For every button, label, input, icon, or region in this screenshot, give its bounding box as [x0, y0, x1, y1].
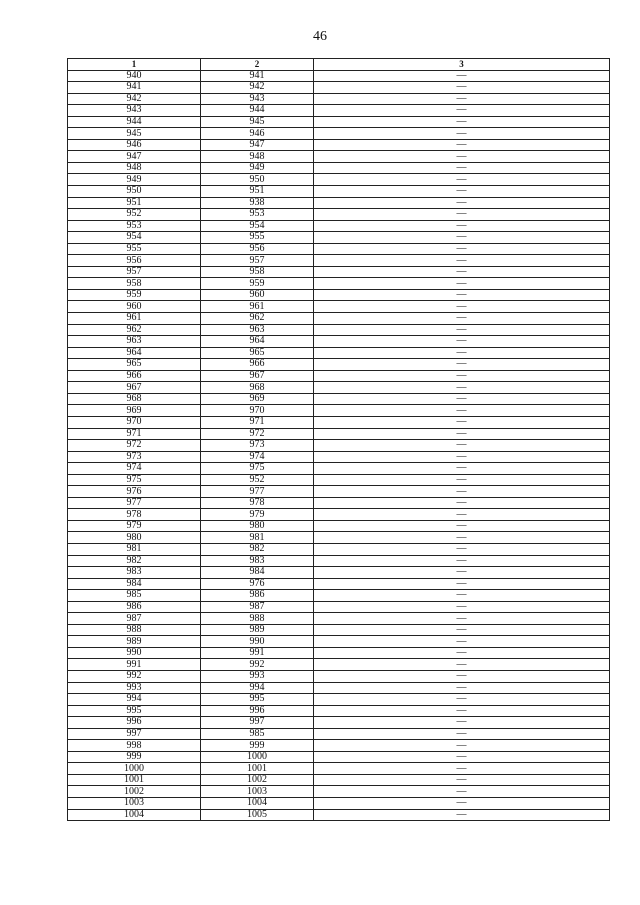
table-cell-col-3: —	[314, 70, 610, 82]
table-cell-col-1: 972	[68, 440, 201, 452]
table-cell-col-2: 973	[201, 440, 314, 452]
table-cell-col-3: —	[314, 659, 610, 671]
table-cell-col-2: 999	[201, 740, 314, 752]
table-row	[68, 647, 610, 659]
table-cell-col-3: —	[314, 774, 610, 786]
table-cell-col-3: —	[314, 705, 610, 717]
table-cell-col-1: 989	[68, 636, 201, 648]
table-cell-col-2: 964	[201, 336, 314, 348]
table-cell-col-2: 950	[201, 174, 314, 186]
table-row	[68, 209, 610, 221]
table-cell-col-1: 977	[68, 497, 201, 509]
table-cell-col-3: —	[314, 694, 610, 706]
table-cell-col-1: 1000	[68, 763, 201, 775]
table-cell-col-3: —	[314, 416, 610, 428]
table-row	[68, 659, 610, 671]
table-cell-col-2: 978	[201, 497, 314, 509]
table-cell-col-2: 954	[201, 220, 314, 232]
table-cell-col-1: 976	[68, 486, 201, 498]
table-cell-col-3: —	[314, 128, 610, 140]
table-cell-col-3: —	[314, 486, 610, 498]
table-row	[68, 520, 610, 532]
table-row	[68, 139, 610, 151]
table-cell-col-1: 975	[68, 474, 201, 486]
table-row	[68, 590, 610, 602]
table-cell-col-2: 983	[201, 555, 314, 567]
table-row	[68, 567, 610, 579]
table-cell-col-2: 971	[201, 416, 314, 428]
table-row	[68, 774, 610, 786]
table-cell-col-1: 967	[68, 382, 201, 394]
table-cell-col-2: 958	[201, 266, 314, 278]
table-cell-col-3: —	[314, 266, 610, 278]
page-number: 46	[313, 29, 327, 44]
table-cell-col-1: 984	[68, 578, 201, 590]
table-cell-col-2: 970	[201, 405, 314, 417]
table-cell-col-1: 980	[68, 532, 201, 544]
table-cell-col-3: —	[314, 93, 610, 105]
table-cell-col-3: —	[314, 151, 610, 163]
table-cell-col-1: 994	[68, 694, 201, 706]
table-row	[68, 370, 610, 382]
table-cell-col-2: 986	[201, 590, 314, 602]
table-cell-col-1: 947	[68, 151, 201, 163]
table-cell-col-1: 999	[68, 751, 201, 763]
table-row	[68, 786, 610, 798]
table-row	[68, 313, 610, 325]
data-table	[67, 58, 610, 821]
table-row	[68, 197, 610, 209]
table-row	[68, 186, 610, 198]
table-row	[68, 162, 610, 174]
table-cell-col-2: 982	[201, 543, 314, 555]
table-cell-col-3: —	[314, 636, 610, 648]
table-row	[68, 751, 610, 763]
table-cell-col-2: 975	[201, 463, 314, 475]
table-cell-col-3: —	[314, 162, 610, 174]
table-row	[68, 336, 610, 348]
table-cell-col-3: —	[314, 382, 610, 394]
table-cell-col-3: —	[314, 278, 610, 290]
table-cell-col-1: 959	[68, 289, 201, 301]
table-cell-col-2: 956	[201, 243, 314, 255]
table-row	[68, 486, 610, 498]
table-cell-col-3: —	[314, 682, 610, 694]
table-row	[68, 278, 610, 290]
table-cell-col-3: —	[314, 463, 610, 475]
table-row	[68, 728, 610, 740]
table-cell-col-3: —	[314, 405, 610, 417]
table-cell-col-3: —	[314, 209, 610, 221]
table-cell-col-3: —	[314, 359, 610, 371]
table-row	[68, 347, 610, 359]
table-cell-col-3: —	[314, 798, 610, 810]
table-cell-col-2: 991	[201, 647, 314, 659]
table-cell-col-3: —	[314, 763, 610, 775]
table-cell-col-3: —	[314, 555, 610, 567]
table-row	[68, 220, 610, 232]
table-cell-col-1: 955	[68, 243, 201, 255]
table-cell-col-1: 969	[68, 405, 201, 417]
table-row	[68, 694, 610, 706]
table-cell-col-3: —	[314, 313, 610, 325]
table-cell-col-1: 960	[68, 301, 201, 313]
table-row	[68, 382, 610, 394]
table-cell-col-3: —	[314, 347, 610, 359]
table-cell-col-3: —	[314, 728, 610, 740]
table-cell-col-2: 996	[201, 705, 314, 717]
table-cell-col-1: 1002	[68, 786, 201, 798]
table-row	[68, 509, 610, 521]
table-row	[68, 451, 610, 463]
table-cell-col-1: 964	[68, 347, 201, 359]
table-row	[68, 440, 610, 452]
table-cell-col-2: 951	[201, 186, 314, 198]
table-cell-col-1: 948	[68, 162, 201, 174]
table-cell-col-2: 941	[201, 70, 314, 82]
table-cell-col-1: 970	[68, 416, 201, 428]
table-row	[68, 670, 610, 682]
table-cell-col-1: 940	[68, 70, 201, 82]
table-cell-col-2: 1001	[201, 763, 314, 775]
table-cell-col-1: 992	[68, 670, 201, 682]
table-row	[68, 70, 610, 82]
column-header-3: 3	[314, 59, 610, 71]
table-row	[68, 428, 610, 440]
table-header-row	[68, 59, 610, 71]
table-cell-col-1: 983	[68, 567, 201, 579]
table-row	[68, 613, 610, 625]
table-cell-col-3: —	[314, 567, 610, 579]
table-cell-col-3: —	[314, 289, 610, 301]
table-cell-col-1: 995	[68, 705, 201, 717]
table-cell-col-2: 990	[201, 636, 314, 648]
table-row	[68, 174, 610, 186]
table-cell-col-3: —	[314, 186, 610, 198]
table-cell-col-3: —	[314, 255, 610, 267]
table-cell-col-1: 966	[68, 370, 201, 382]
table-cell-col-3: —	[314, 370, 610, 382]
table-row	[68, 740, 610, 752]
table-cell-col-2: 985	[201, 728, 314, 740]
table-cell-col-1: 958	[68, 278, 201, 290]
table-cell-col-1: 974	[68, 463, 201, 475]
table-row	[68, 128, 610, 140]
table-cell-col-1: 951	[68, 197, 201, 209]
table-cell-col-1: 981	[68, 543, 201, 555]
table-row	[68, 405, 610, 417]
table-cell-col-2: 953	[201, 209, 314, 221]
table-cell-col-1: 962	[68, 324, 201, 336]
table-cell-col-1: 978	[68, 509, 201, 521]
table-cell-col-2: 965	[201, 347, 314, 359]
table-cell-col-3: —	[314, 139, 610, 151]
table-cell-col-3: —	[314, 116, 610, 128]
table-row	[68, 636, 610, 648]
table-cell-col-3: —	[314, 543, 610, 555]
table-cell-col-3: —	[314, 670, 610, 682]
table-cell-col-2: 945	[201, 116, 314, 128]
table-row	[68, 543, 610, 555]
table-cell-col-3: —	[314, 647, 610, 659]
table-row	[68, 682, 610, 694]
table-cell-col-3: —	[314, 451, 610, 463]
table-cell-col-1: 1001	[68, 774, 201, 786]
table-row	[68, 105, 610, 117]
table-cell-col-2: 943	[201, 93, 314, 105]
table-cell-col-2: 994	[201, 682, 314, 694]
table-cell-col-3: —	[314, 105, 610, 117]
table-cell-col-3: —	[314, 393, 610, 405]
table-cell-col-3: —	[314, 232, 610, 244]
table-cell-col-2: 980	[201, 520, 314, 532]
table-cell-col-1: 952	[68, 209, 201, 221]
table-row	[68, 497, 610, 509]
table-cell-col-3: —	[314, 717, 610, 729]
table-cell-col-3: —	[314, 751, 610, 763]
table-row	[68, 555, 610, 567]
table-cell-col-2: 981	[201, 532, 314, 544]
table-cell-col-2: 967	[201, 370, 314, 382]
table-row	[68, 578, 610, 590]
table-cell-col-1: 942	[68, 93, 201, 105]
table-cell-col-1: 961	[68, 313, 201, 325]
table-cell-col-3: —	[314, 324, 610, 336]
table-cell-col-2: 979	[201, 509, 314, 521]
table-row	[68, 601, 610, 613]
table-cell-col-1: 991	[68, 659, 201, 671]
table-cell-col-2: 988	[201, 613, 314, 625]
table-cell-col-2: 966	[201, 359, 314, 371]
table-cell-col-2: 993	[201, 670, 314, 682]
table-cell-col-2: 974	[201, 451, 314, 463]
table-cell-col-1: 950	[68, 186, 201, 198]
table-cell-col-3: —	[314, 243, 610, 255]
table-row	[68, 324, 610, 336]
table-cell-col-3: —	[314, 336, 610, 348]
table-row	[68, 798, 610, 810]
table-cell-col-2: 1000	[201, 751, 314, 763]
table-cell-col-2: 944	[201, 105, 314, 117]
table-cell-col-2: 949	[201, 162, 314, 174]
table-row	[68, 809, 610, 821]
table-cell-col-1: 945	[68, 128, 201, 140]
table-cell-col-2: 961	[201, 301, 314, 313]
table-cell-col-1: 1004	[68, 809, 201, 821]
table-cell-col-3: —	[314, 301, 610, 313]
table-row	[68, 624, 610, 636]
table-cell-col-1: 988	[68, 624, 201, 636]
table-cell-col-2: 1003	[201, 786, 314, 798]
table-row	[68, 359, 610, 371]
table-cell-col-3: —	[314, 509, 610, 521]
table-cell-col-3: —	[314, 578, 610, 590]
table-cell-col-1: 941	[68, 82, 201, 94]
table-cell-col-3: —	[314, 520, 610, 532]
table-body	[68, 70, 610, 821]
table-cell-col-3: —	[314, 601, 610, 613]
table-cell-col-2: 1005	[201, 809, 314, 821]
table-cell-col-2: 960	[201, 289, 314, 301]
table-row	[68, 705, 610, 717]
table-row	[68, 393, 610, 405]
table-cell-col-2: 952	[201, 474, 314, 486]
table-cell-col-2: 987	[201, 601, 314, 613]
table-cell-col-2: 942	[201, 82, 314, 94]
table-cell-col-2: 948	[201, 151, 314, 163]
table-cell-col-1: 1003	[68, 798, 201, 810]
table-cell-col-1: 997	[68, 728, 201, 740]
table-cell-col-3: —	[314, 740, 610, 752]
table-cell-col-2: 977	[201, 486, 314, 498]
table-cell-col-3: —	[314, 428, 610, 440]
table-cell-col-3: —	[314, 220, 610, 232]
table-cell-col-1: 998	[68, 740, 201, 752]
table-cell-col-3: —	[314, 82, 610, 94]
table-cell-col-1: 979	[68, 520, 201, 532]
table-row	[68, 474, 610, 486]
table-row	[68, 93, 610, 105]
table-cell-col-1: 953	[68, 220, 201, 232]
table-cell-col-3: —	[314, 624, 610, 636]
table-row	[68, 301, 610, 313]
table-cell-col-2: 984	[201, 567, 314, 579]
table-cell-col-1: 990	[68, 647, 201, 659]
table-cell-col-1: 943	[68, 105, 201, 117]
table-cell-col-1: 973	[68, 451, 201, 463]
table-cell-col-3: —	[314, 613, 610, 625]
table-cell-col-1: 944	[68, 116, 201, 128]
table-row	[68, 266, 610, 278]
table-cell-col-2: 989	[201, 624, 314, 636]
table-row	[68, 289, 610, 301]
table-row	[68, 717, 610, 729]
table-cell-col-2: 969	[201, 393, 314, 405]
table-cell-col-1: 963	[68, 336, 201, 348]
table-cell-col-3: —	[314, 197, 610, 209]
table-cell-col-1: 982	[68, 555, 201, 567]
table-cell-col-1: 985	[68, 590, 201, 602]
table-cell-col-2: 959	[201, 278, 314, 290]
table-cell-col-2: 972	[201, 428, 314, 440]
table-row	[68, 763, 610, 775]
table-row	[68, 255, 610, 267]
table-cell-col-3: —	[314, 440, 610, 452]
table-cell-col-1: 965	[68, 359, 201, 371]
table-row	[68, 232, 610, 244]
table-cell-col-3: —	[314, 786, 610, 798]
table-cell-col-2: 963	[201, 324, 314, 336]
table-cell-col-1: 987	[68, 613, 201, 625]
table-cell-col-2: 962	[201, 313, 314, 325]
table-cell-col-2: 946	[201, 128, 314, 140]
table-cell-col-2: 955	[201, 232, 314, 244]
table-cell-col-2: 997	[201, 717, 314, 729]
table-row	[68, 82, 610, 94]
table-cell-col-2: 992	[201, 659, 314, 671]
table-cell-col-2: 976	[201, 578, 314, 590]
table-cell-col-3: —	[314, 590, 610, 602]
table-cell-col-1: 957	[68, 266, 201, 278]
table-cell-col-2: 947	[201, 139, 314, 151]
column-header-2: 2	[201, 59, 314, 71]
table-cell-col-3: —	[314, 532, 610, 544]
table-cell-col-3: —	[314, 497, 610, 509]
table-cell-col-2: 938	[201, 197, 314, 209]
table-cell-col-1: 993	[68, 682, 201, 694]
table-cell-col-2: 1002	[201, 774, 314, 786]
table-cell-col-1: 971	[68, 428, 201, 440]
table-cell-col-1: 946	[68, 139, 201, 151]
table-row	[68, 243, 610, 255]
table-cell-col-1: 956	[68, 255, 201, 267]
table-cell-col-1: 949	[68, 174, 201, 186]
table-row	[68, 532, 610, 544]
table-row	[68, 463, 610, 475]
table-cell-col-1: 954	[68, 232, 201, 244]
table-cell-col-2: 968	[201, 382, 314, 394]
table-cell-col-1: 986	[68, 601, 201, 613]
table-cell-col-1: 968	[68, 393, 201, 405]
table-cell-col-2: 1004	[201, 798, 314, 810]
table-row	[68, 416, 610, 428]
table-cell-col-1: 996	[68, 717, 201, 729]
table-cell-col-3: —	[314, 174, 610, 186]
data-table-container	[67, 58, 609, 821]
table-cell-col-3: —	[314, 474, 610, 486]
table-row	[68, 116, 610, 128]
table-row	[68, 151, 610, 163]
table-cell-col-2: 995	[201, 694, 314, 706]
table-cell-col-2: 957	[201, 255, 314, 267]
column-header-1: 1	[68, 59, 201, 71]
table-cell-col-3: —	[314, 809, 610, 821]
